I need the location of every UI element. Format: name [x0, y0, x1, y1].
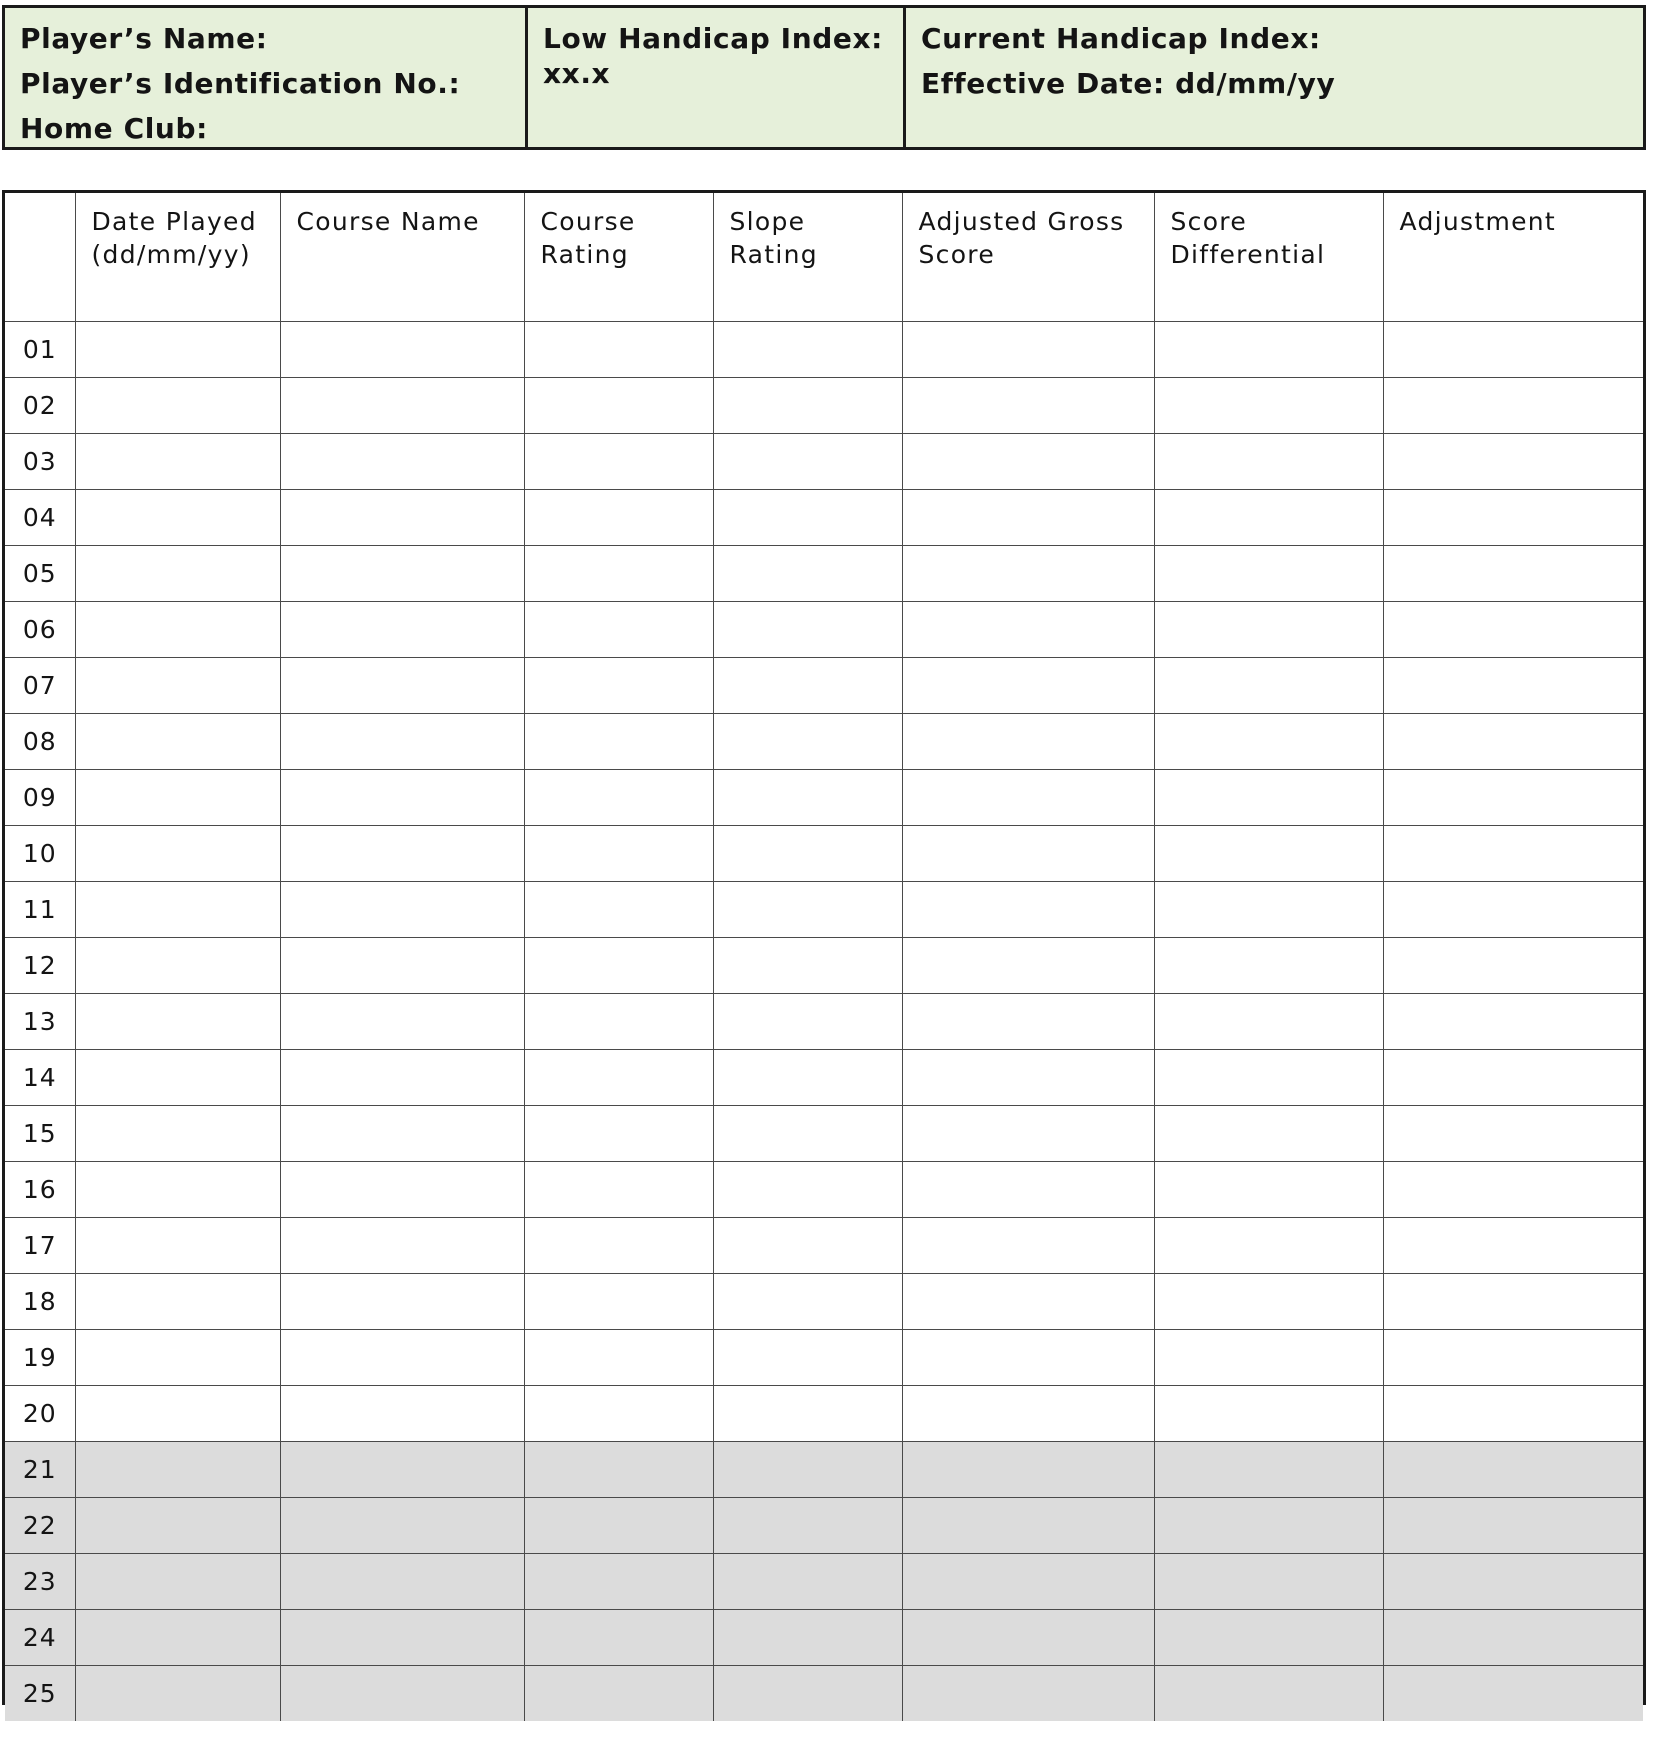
course-name-cell[interactable]	[280, 602, 524, 658]
row-number: 04	[5, 490, 75, 546]
adjustment-cell[interactable]	[1383, 546, 1643, 602]
date-played-cell[interactable]	[75, 770, 280, 826]
table-body	[5, 322, 1643, 1722]
table-header-row	[5, 193, 1643, 322]
low-handicap-value: xx.x	[543, 57, 611, 90]
table-row	[5, 826, 1643, 882]
course-rating-cell[interactable]	[524, 1666, 713, 1722]
score-differential-cell[interactable]	[1154, 1050, 1383, 1106]
score-differential-cell[interactable]	[1154, 490, 1383, 546]
adjustment-cell[interactable]	[1383, 1498, 1643, 1554]
date-played-cell[interactable]	[75, 1498, 280, 1554]
slope-rating-cell[interactable]	[713, 1162, 902, 1218]
slope-rating-cell[interactable]	[713, 490, 902, 546]
adjustment-cell[interactable]	[1383, 1106, 1643, 1162]
course-rating-cell[interactable]	[524, 994, 713, 1050]
score-differential-cell[interactable]	[1154, 1162, 1383, 1218]
course-name-cell[interactable]	[280, 1442, 524, 1498]
course-name-cell[interactable]	[280, 1386, 524, 1442]
course-name-cell[interactable]	[280, 378, 524, 434]
adjustment-cell[interactable]	[1383, 1162, 1643, 1218]
table-row	[5, 1162, 1643, 1218]
score-differential-cell[interactable]	[1154, 602, 1383, 658]
column-header-line: Score	[1170, 207, 1248, 236]
player-details-cell[interactable]	[5, 8, 525, 147]
course-name-cell[interactable]	[280, 322, 524, 378]
adjustment-cell[interactable]	[1383, 434, 1643, 490]
course-rating-cell[interactable]	[524, 602, 713, 658]
table-row	[5, 994, 1643, 1050]
course-rating-cell[interactable]	[524, 1610, 713, 1666]
table-row	[5, 1610, 1643, 1666]
date-played-cell[interactable]	[75, 602, 280, 658]
row-number: 09	[5, 770, 75, 826]
column-header-line: Rating	[540, 240, 629, 269]
slope-rating-cell[interactable]	[713, 1218, 902, 1274]
row-number: 06	[5, 602, 75, 658]
slope-rating-cell[interactable]	[713, 434, 902, 490]
course-name-cell[interactable]	[280, 546, 524, 602]
row-number: 15	[5, 1106, 75, 1162]
column-header-line: Adjusted Gross	[918, 207, 1125, 236]
score-differential-cell[interactable]	[1154, 1106, 1383, 1162]
table-row	[5, 1274, 1643, 1330]
row-number: 02	[5, 378, 75, 434]
table-row	[5, 714, 1643, 770]
score-differential-cell[interactable]	[1154, 1386, 1383, 1442]
table-row	[5, 938, 1643, 994]
table-row	[5, 882, 1643, 938]
player-info-header	[2, 5, 1646, 150]
slope-rating-cell[interactable]	[713, 1554, 902, 1610]
adjusted-gross-score-cell[interactable]	[902, 1218, 1154, 1274]
row-number: 10	[5, 826, 75, 882]
course-name-cell[interactable]	[280, 1554, 524, 1610]
score-differential-cell[interactable]	[1154, 322, 1383, 378]
table-row	[5, 1218, 1643, 1274]
adjustment-cell[interactable]	[1383, 602, 1643, 658]
row-number: 18	[5, 1274, 75, 1330]
course-rating-cell[interactable]	[524, 1162, 713, 1218]
adjustment-cell[interactable]	[1383, 826, 1643, 882]
slope-rating-cell[interactable]	[713, 1666, 902, 1722]
adjustment-cell[interactable]	[1383, 490, 1643, 546]
course-rating-header	[524, 193, 713, 322]
course-rating-cell[interactable]	[524, 1218, 713, 1274]
course-name-header	[280, 193, 524, 322]
date-played-cell[interactable]	[75, 1218, 280, 1274]
adjustment-cell[interactable]	[1383, 1610, 1643, 1666]
score-differential-header	[1154, 193, 1383, 322]
course-name-cell[interactable]	[280, 658, 524, 714]
course-name-cell[interactable]	[280, 1050, 524, 1106]
course-rating-cell[interactable]	[524, 1106, 713, 1162]
table-row	[5, 322, 1643, 378]
score-differential-cell[interactable]	[1154, 378, 1383, 434]
row-number: 17	[5, 1218, 75, 1274]
adjustment-cell[interactable]	[1383, 1330, 1643, 1386]
course-name-cell[interactable]	[280, 1498, 524, 1554]
date-played-header	[75, 193, 280, 322]
adjusted-gross-score-cell[interactable]	[902, 1386, 1154, 1442]
course-name-cell[interactable]	[280, 1218, 524, 1274]
adjusted-gross-score-cell[interactable]	[902, 1610, 1154, 1666]
adjustment-cell[interactable]	[1383, 1218, 1643, 1274]
course-name-cell[interactable]	[280, 994, 524, 1050]
course-name-cell[interactable]	[280, 1666, 524, 1722]
table-row	[5, 1498, 1643, 1554]
adjustment-cell[interactable]	[1383, 714, 1643, 770]
course-name-cell[interactable]	[280, 1162, 524, 1218]
adjusted-gross-score-cell[interactable]	[902, 994, 1154, 1050]
course-rating-cell[interactable]	[524, 1050, 713, 1106]
score-differential-cell[interactable]	[1154, 938, 1383, 994]
course-name-cell[interactable]	[280, 882, 524, 938]
score-differential-cell[interactable]	[1154, 770, 1383, 826]
column-header-line: Differential	[1170, 240, 1326, 269]
adjusted-gross-score-cell[interactable]	[902, 378, 1154, 434]
adjusted-gross-score-cell[interactable]	[902, 826, 1154, 882]
row-number: 08	[5, 714, 75, 770]
row-number: 05	[5, 546, 75, 602]
row-number: 13	[5, 994, 75, 1050]
row-number: 11	[5, 882, 75, 938]
slope-rating-cell[interactable]	[713, 546, 902, 602]
slope-rating-cell[interactable]	[713, 1050, 902, 1106]
slope-rating-cell[interactable]	[713, 1106, 902, 1162]
slope-rating-cell[interactable]	[713, 1274, 902, 1330]
course-rating-cell[interactable]	[524, 1498, 713, 1554]
table-row	[5, 1330, 1643, 1386]
course-name-cell[interactable]	[280, 938, 524, 994]
player-id-label: Player’s Identification No.:	[20, 67, 461, 100]
score-differential-cell[interactable]	[1154, 546, 1383, 602]
adjustment-cell[interactable]	[1383, 770, 1643, 826]
slope-rating-cell[interactable]	[713, 322, 902, 378]
course-rating-cell[interactable]	[524, 546, 713, 602]
date-played-cell[interactable]	[75, 434, 280, 490]
column-header-line: (dd/mm/yy)	[91, 240, 251, 269]
row-number: 24	[5, 1610, 75, 1666]
date-played-cell[interactable]	[75, 1386, 280, 1442]
date-played-cell[interactable]	[75, 1442, 280, 1498]
adjustment-cell[interactable]	[1383, 322, 1643, 378]
course-name-cell[interactable]	[280, 490, 524, 546]
adjustment-cell[interactable]	[1383, 1666, 1643, 1722]
course-name-cell[interactable]	[280, 714, 524, 770]
adjustment-cell[interactable]	[1383, 994, 1643, 1050]
adjusted-gross-score-cell[interactable]	[902, 1666, 1154, 1722]
row-number: 01	[5, 322, 75, 378]
adjusted-gross-score-header	[902, 193, 1154, 322]
adjusted-gross-score-cell[interactable]	[902, 546, 1154, 602]
current-handicap-cell[interactable]	[903, 8, 1643, 147]
table-row	[5, 1666, 1643, 1722]
row-number: 19	[5, 1330, 75, 1386]
course-rating-cell[interactable]	[524, 1386, 713, 1442]
adjustment-cell[interactable]	[1383, 1386, 1643, 1442]
adjustment-header	[1383, 193, 1643, 322]
date-played-cell[interactable]	[75, 938, 280, 994]
row-number: 25	[5, 1666, 75, 1722]
player-name-label: Player’s Name:	[20, 22, 268, 55]
adjusted-gross-score-cell[interactable]	[902, 1162, 1154, 1218]
score-differential-cell[interactable]	[1154, 994, 1383, 1050]
course-rating-cell[interactable]	[524, 658, 713, 714]
date-played-cell[interactable]	[75, 1106, 280, 1162]
row-number: 14	[5, 1050, 75, 1106]
score-differential-cell[interactable]	[1154, 1218, 1383, 1274]
date-played-cell[interactable]	[75, 1666, 280, 1722]
slope-rating-cell[interactable]	[713, 1330, 902, 1386]
score-differential-cell[interactable]	[1154, 1610, 1383, 1666]
adjustment-cell[interactable]	[1383, 1050, 1643, 1106]
row-number: 16	[5, 1162, 75, 1218]
low-handicap-label: Low Handicap Index:	[543, 22, 883, 55]
adjustment-cell[interactable]	[1383, 882, 1643, 938]
score-differential-cell[interactable]	[1154, 1442, 1383, 1498]
course-name-cell[interactable]	[280, 770, 524, 826]
table-row	[5, 546, 1643, 602]
course-rating-cell[interactable]	[524, 1554, 713, 1610]
score-differential-cell[interactable]	[1154, 658, 1383, 714]
adjusted-gross-score-cell[interactable]	[902, 490, 1154, 546]
slope-rating-cell[interactable]	[713, 826, 902, 882]
course-rating-cell[interactable]	[524, 882, 713, 938]
column-header-line: Course	[540, 207, 636, 236]
adjusted-gross-score-cell[interactable]	[902, 1330, 1154, 1386]
table-row	[5, 378, 1643, 434]
date-played-cell[interactable]	[75, 1274, 280, 1330]
date-played-cell[interactable]	[75, 994, 280, 1050]
slope-rating-cell[interactable]	[713, 1442, 902, 1498]
course-rating-cell[interactable]	[524, 770, 713, 826]
effective-date-label: Effective Date: dd/mm/yy	[921, 67, 1336, 100]
slope-rating-cell[interactable]	[713, 378, 902, 434]
table-row	[5, 1050, 1643, 1106]
current-handicap-label: Current Handicap Index:	[921, 22, 1321, 55]
course-name-cell[interactable]	[280, 826, 524, 882]
row-number: 03	[5, 434, 75, 490]
slope-rating-cell[interactable]	[713, 602, 902, 658]
date-played-cell[interactable]	[75, 1162, 280, 1218]
date-played-cell[interactable]	[75, 1554, 280, 1610]
adjustment-cell[interactable]	[1383, 1274, 1643, 1330]
column-header-line: Slope	[729, 207, 806, 236]
course-rating-cell[interactable]	[524, 378, 713, 434]
slope-rating-cell[interactable]	[713, 714, 902, 770]
adjusted-gross-score-cell[interactable]	[902, 714, 1154, 770]
table-row	[5, 1442, 1643, 1498]
date-played-cell[interactable]	[75, 490, 280, 546]
adjusted-gross-score-cell[interactable]	[902, 770, 1154, 826]
score-differential-cell[interactable]	[1154, 1330, 1383, 1386]
adjustment-cell[interactable]	[1383, 1442, 1643, 1498]
date-played-cell[interactable]	[75, 658, 280, 714]
adjusted-gross-score-cell[interactable]	[902, 938, 1154, 994]
score-table	[5, 193, 1643, 1721]
table-row	[5, 434, 1643, 490]
adjusted-gross-score-cell[interactable]	[902, 658, 1154, 714]
date-played-cell[interactable]	[75, 826, 280, 882]
adjustment-cell[interactable]	[1383, 1554, 1643, 1610]
slope-rating-header	[713, 193, 902, 322]
adjusted-gross-score-cell[interactable]	[902, 882, 1154, 938]
slope-rating-cell[interactable]	[713, 938, 902, 994]
adjusted-gross-score-cell[interactable]	[902, 602, 1154, 658]
column-header-line: Rating	[729, 240, 818, 269]
adjusted-gross-score-cell[interactable]	[902, 1050, 1154, 1106]
course-name-cell[interactable]	[280, 1106, 524, 1162]
column-header-line: Date Played	[91, 207, 257, 236]
column-header-line: Adjustment	[1399, 207, 1557, 236]
adjusted-gross-score-cell[interactable]	[902, 434, 1154, 490]
adjusted-gross-score-cell[interactable]	[902, 1554, 1154, 1610]
low-handicap-cell[interactable]	[525, 8, 903, 147]
date-played-cell[interactable]	[75, 882, 280, 938]
score-log	[2, 190, 1646, 1708]
course-rating-cell[interactable]	[524, 490, 713, 546]
adjusted-gross-score-cell[interactable]	[902, 1442, 1154, 1498]
table-row	[5, 490, 1643, 546]
row-number: 22	[5, 1498, 75, 1554]
score-differential-cell[interactable]	[1154, 1274, 1383, 1330]
table-row	[5, 1386, 1643, 1442]
score-differential-cell[interactable]	[1154, 882, 1383, 938]
course-rating-cell[interactable]	[524, 1274, 713, 1330]
date-played-cell[interactable]	[75, 378, 280, 434]
adjusted-gross-score-cell[interactable]	[902, 1106, 1154, 1162]
slope-rating-cell[interactable]	[713, 882, 902, 938]
course-name-cell[interactable]	[280, 434, 524, 490]
score-differential-cell[interactable]	[1154, 1498, 1383, 1554]
row-number: 20	[5, 1386, 75, 1442]
course-name-cell[interactable]	[280, 1330, 524, 1386]
date-played-cell[interactable]	[75, 1050, 280, 1106]
table-row	[5, 658, 1643, 714]
course-rating-cell[interactable]	[524, 1330, 713, 1386]
slope-rating-cell[interactable]	[713, 994, 902, 1050]
row-number: 07	[5, 658, 75, 714]
course-rating-cell[interactable]	[524, 434, 713, 490]
course-name-cell[interactable]	[280, 1610, 524, 1666]
score-differential-cell[interactable]	[1154, 1666, 1383, 1722]
score-differential-cell[interactable]	[1154, 826, 1383, 882]
adjusted-gross-score-cell[interactable]	[902, 1274, 1154, 1330]
table-row	[5, 770, 1643, 826]
course-rating-cell[interactable]	[524, 1442, 713, 1498]
adjustment-cell[interactable]	[1383, 378, 1643, 434]
row-number: 21	[5, 1442, 75, 1498]
adjusted-gross-score-cell[interactable]	[902, 322, 1154, 378]
date-played-cell[interactable]	[75, 714, 280, 770]
score-differential-cell[interactable]	[1154, 434, 1383, 490]
row-number: 12	[5, 938, 75, 994]
home-club-label: Home Club:	[20, 112, 208, 145]
course-rating-cell[interactable]	[524, 322, 713, 378]
date-played-cell[interactable]	[75, 1330, 280, 1386]
date-played-cell[interactable]	[75, 322, 280, 378]
table-row	[5, 1554, 1643, 1610]
table-row	[5, 602, 1643, 658]
slope-rating-cell[interactable]	[713, 770, 902, 826]
slope-rating-cell[interactable]	[713, 658, 902, 714]
column-header-line: Course Name	[296, 207, 480, 236]
adjustment-cell[interactable]	[1383, 938, 1643, 994]
date-played-cell[interactable]	[75, 1610, 280, 1666]
slope-rating-cell[interactable]	[713, 1386, 902, 1442]
course-rating-cell[interactable]	[524, 938, 713, 994]
score-differential-cell[interactable]	[1154, 1554, 1383, 1610]
column-header-line: Score	[918, 240, 996, 269]
course-name-cell[interactable]	[280, 1274, 524, 1330]
row-number: 23	[5, 1554, 75, 1610]
adjustment-cell[interactable]	[1383, 658, 1643, 714]
course-rating-cell[interactable]	[524, 714, 713, 770]
row-number-header	[5, 193, 75, 322]
score-differential-cell[interactable]	[1154, 714, 1383, 770]
course-rating-cell[interactable]	[524, 826, 713, 882]
adjusted-gross-score-cell[interactable]	[902, 1498, 1154, 1554]
date-played-cell[interactable]	[75, 546, 280, 602]
table-row	[5, 1106, 1643, 1162]
slope-rating-cell[interactable]	[713, 1498, 902, 1554]
slope-rating-cell[interactable]	[713, 1610, 902, 1666]
